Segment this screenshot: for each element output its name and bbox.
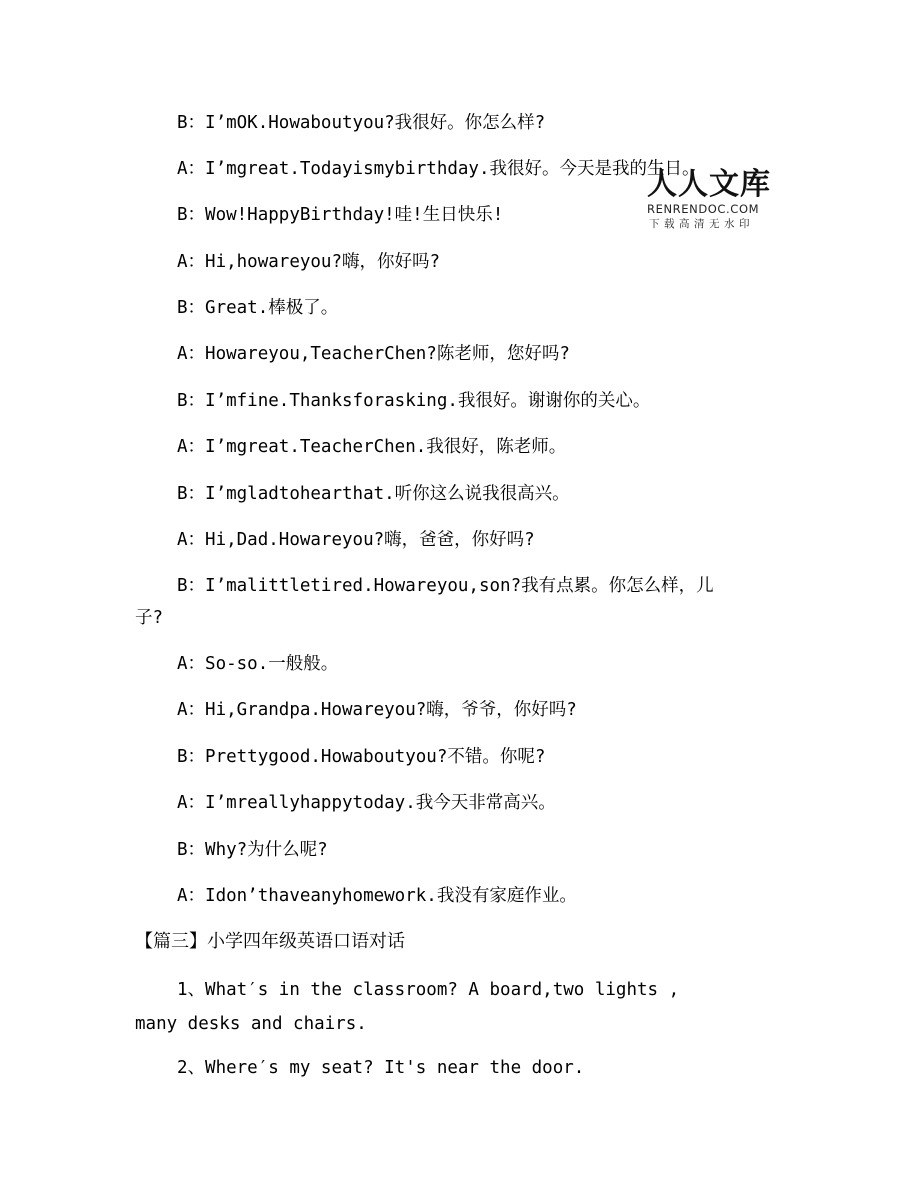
qa-line-continuation: many desks and chairs. bbox=[135, 1014, 367, 1034]
dialogue-line: B：Prettygood.Howaboutyou?不错。你呢? bbox=[177, 747, 546, 767]
dialogue-line: A：I’mgreat.Todayismybirthday.我很好。今天是我的生日。 bbox=[177, 159, 700, 179]
dialogue-line: A：So-so.一般般。 bbox=[177, 654, 339, 674]
watermark-logo bbox=[643, 168, 778, 232]
section-heading: 【篇三】小学四年级英语口语对话 bbox=[135, 931, 405, 952]
qa-line: 1、What′s in the classroom? A board,two lights , bbox=[177, 980, 680, 1000]
dialogue-line: B：Wow!HappyBirthday!哇!生日快乐! bbox=[177, 205, 504, 225]
qa-line: 2、Where′s my seat? It's near the door. bbox=[177, 1058, 585, 1078]
dialogue-line: A：Howareyou,TeacherChen?陈老师，您好吗? bbox=[177, 344, 570, 364]
dialogue-line: B：I’malittletired.Howareyou,son?我有点累。你怎么样，儿 bbox=[177, 576, 714, 596]
dialogue-line: A：Hi,Dad.Howareyou?嗨，爸爸，你好吗? bbox=[177, 530, 535, 550]
dialogue-line: A：Idon’thaveanyhomework.我没有家庭作业。 bbox=[177, 886, 577, 906]
watermark-url: RENRENDOC.COM bbox=[647, 202, 760, 216]
watermark-subtitle: 下载高清无水印 bbox=[649, 218, 754, 230]
dialogue-line-continuation: 子? bbox=[135, 608, 164, 628]
dialogue-line: A：I’mreallyhappytoday.我今天非常高兴。 bbox=[177, 793, 556, 813]
dialogue-line: A：Hi,Grandpa.Howareyou?嗨，爷爷，你好吗? bbox=[177, 700, 577, 720]
dialogue-line: B：I’mOK.Howaboutyou?我很好。你怎么样? bbox=[177, 113, 546, 133]
dialogue-line: A：I’mgreat.TeacherChen.我很好，陈老师。 bbox=[177, 437, 567, 457]
watermark-title: 人人文库 bbox=[647, 167, 771, 202]
dialogue-line: B：I’mgladtohearthat.听你这么说我很高兴。 bbox=[177, 484, 570, 504]
dialogue-line: B：Why?为什么呢? bbox=[177, 840, 328, 860]
dialogue-line: B：Great.棒极了。 bbox=[177, 298, 339, 318]
dialogue-line: B：I’mfine.Thanksforasking.我很好。谢谢你的关心。 bbox=[177, 391, 651, 411]
dialogue-line: A：Hi,howareyou?嗨，你好吗? bbox=[177, 252, 441, 272]
